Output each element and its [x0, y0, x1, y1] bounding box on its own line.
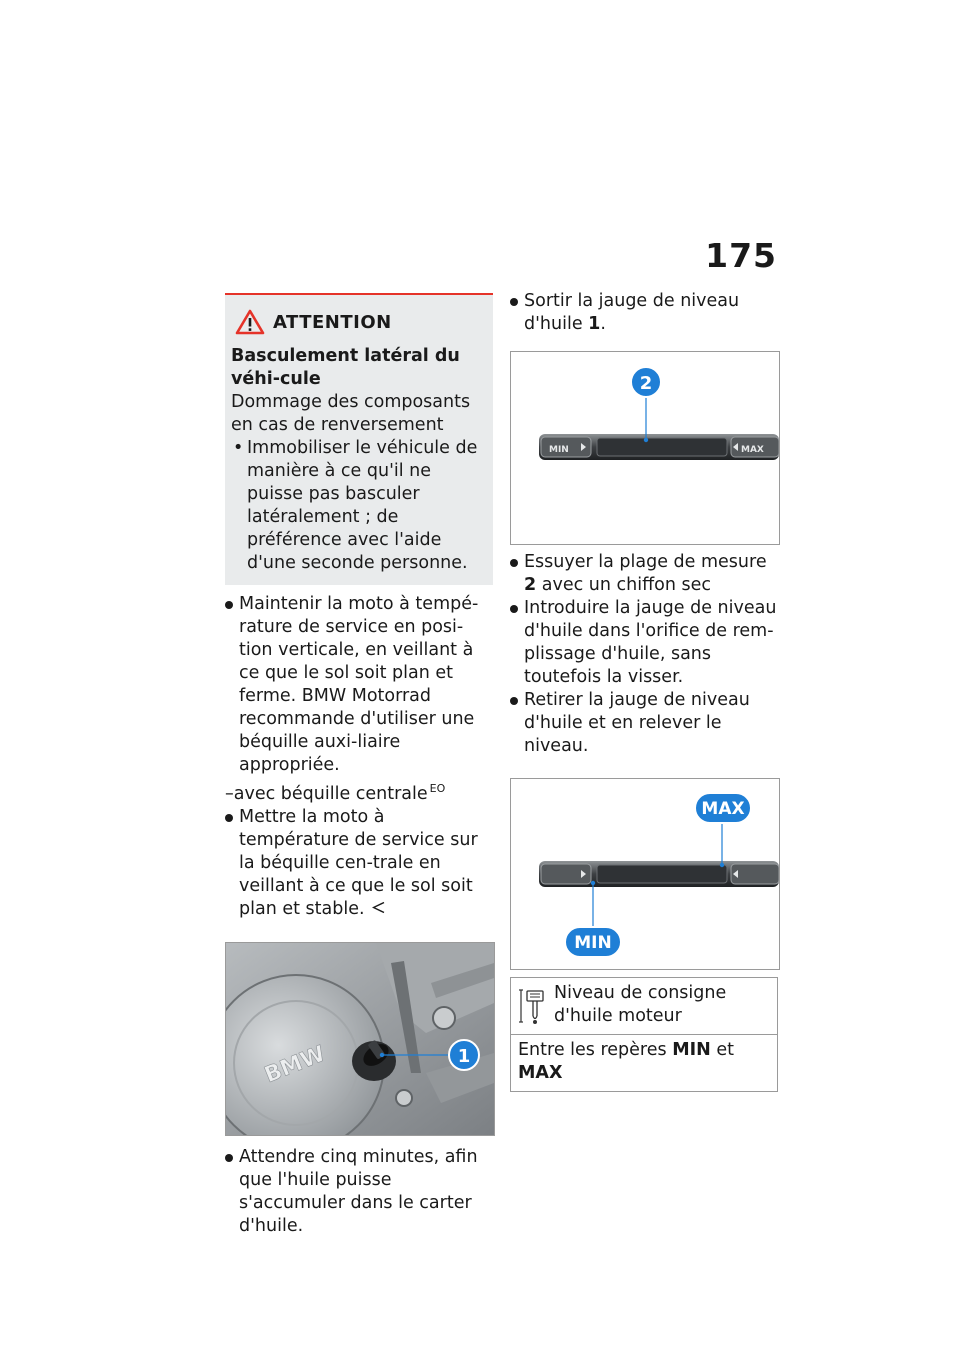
bullet-icon [225, 814, 233, 822]
dipstick-levels-figure [510, 778, 780, 970]
step-item [225, 806, 493, 921]
engine-logo: BMW [261, 1041, 329, 1089]
spec-table [510, 977, 778, 1092]
warning-subtitle: Basculement latéral du véhi-cule [231, 346, 460, 389]
bullet-icon [510, 559, 518, 567]
step-text: Attendre cinq minutes, afin que l'huile puisse s'accumuler dans le carter d'huile. [239, 1146, 478, 1236]
step-ref: 2 [524, 575, 537, 595]
bullet-icon [510, 697, 518, 705]
condition-prefix: – [225, 783, 234, 804]
spec-label: Niveau de consigne d'huile moteur [554, 983, 727, 1026]
step-item [510, 597, 780, 689]
step-text: Mettre la moto à température de service sur la béquille cen-trale en veillant à ce que le sol soit plan et stable. [239, 806, 478, 919]
condition-text: avec béquille centrale [233, 783, 428, 804]
step-ref: 1 [588, 314, 601, 334]
step-item [225, 593, 493, 777]
warning-box [225, 293, 493, 585]
step-item [225, 1146, 493, 1238]
warning-header [231, 309, 487, 335]
step-text: Retirer la jauge de niveau d'huile et en relever le niveau. [524, 690, 750, 756]
step-text: Essuyer la plage de mesure [524, 552, 767, 572]
condition-line [225, 777, 493, 806]
dipstick-max-marker: MAX [741, 445, 764, 455]
spec-value-mid: et [716, 1040, 734, 1060]
bullet-icon [225, 1154, 233, 1162]
warning-triangle-icon [235, 309, 265, 335]
dipstick-figure [510, 351, 780, 545]
step-text: Introduire la jauge de niveau d'huile dans l'orifice de rem-plissage d'huile, sans toutefois la visser. [524, 598, 777, 687]
spec-value-prefix: Entre les repères [518, 1040, 667, 1060]
end-of-section-icon [372, 901, 385, 914]
spec-value-min: MIN [672, 1040, 711, 1060]
min-callout-label: MIN [574, 933, 612, 953]
max-callout-label: MAX [701, 799, 745, 819]
warning-bullet: • Immobiliser le véhicule de manière à ce qu'il ne puisse pas basculer latéralement ; de préférence avec l'aide d'une seconde personne. [231, 437, 487, 575]
engine-figure [225, 942, 495, 1136]
warning-text: Dommage des composants en cas de renversement [231, 392, 471, 435]
condition-sup: EO [429, 782, 446, 795]
step-item: Sortir la jauge de niveau d'huile 1. [510, 290, 780, 336]
bullet-icon [510, 298, 518, 306]
oil-dipstick-icon [518, 986, 548, 1026]
right-column [510, 290, 780, 1092]
step-item [510, 689, 780, 758]
left-column [225, 293, 493, 1238]
callout-label: 1 [457, 1045, 471, 1067]
dipstick-min-marker: MIN [549, 445, 569, 455]
warning-title: ATTENTION [273, 311, 392, 333]
step-text: avec un chiffon sec [541, 575, 712, 595]
step-text: Sortir la jauge de niveau d'huile [524, 291, 740, 334]
callout-label: 2 [639, 373, 653, 394]
bullet-icon [225, 601, 233, 609]
spec-label-row [511, 978, 778, 1035]
step-text: Maintenir la moto à tempé-rature de service en posi-tion verticale, en veillant à ce que le sol soit plan et ferme. BMW Motorrad recommande d'utiliser une béquille auxi-liaire appropriée. [239, 594, 479, 775]
spec-value-row [511, 1035, 778, 1092]
spec-value-max: MAX [518, 1063, 563, 1083]
step-item [510, 551, 780, 597]
page-number: 175 [705, 236, 777, 275]
bullet-icon [510, 605, 518, 613]
